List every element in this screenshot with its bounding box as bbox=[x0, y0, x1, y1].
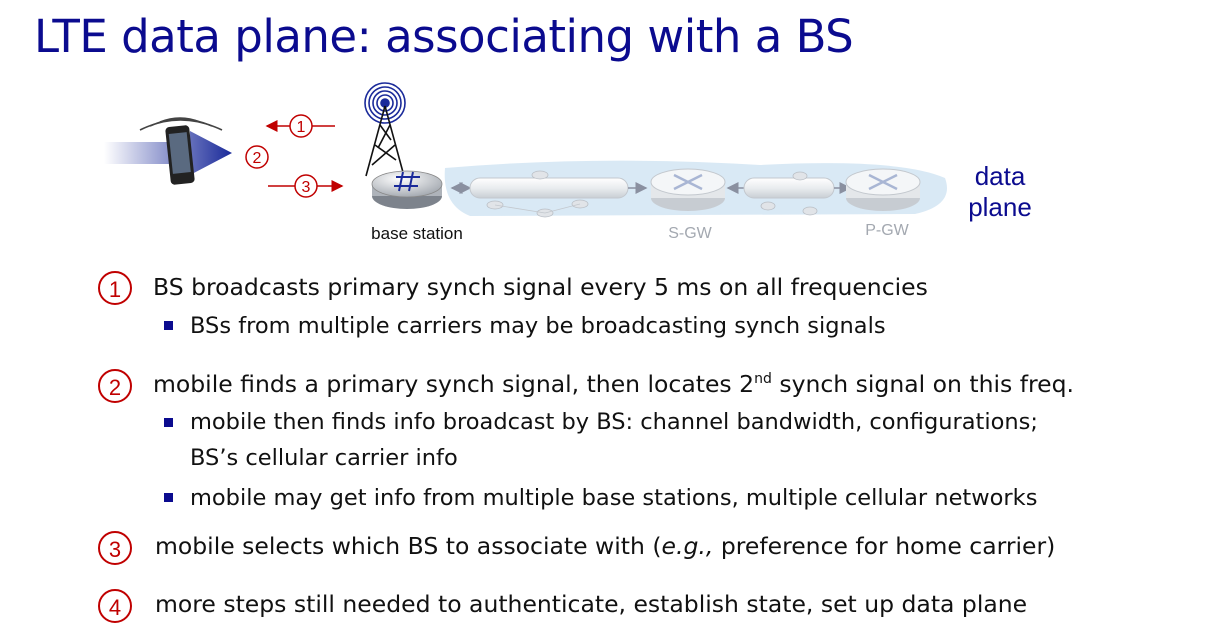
step-3-arrow bbox=[268, 175, 342, 197]
step-2-text bbox=[153, 370, 1074, 398]
step-2-sub-1-continued: BS’s cellular carrier info bbox=[190, 445, 458, 471]
bullet-icon bbox=[164, 493, 173, 502]
slide-title: LTE data plane: associating with a BS bbox=[34, 10, 854, 63]
step-1-text: BS broadcasts primary synch signal every 5 ms on all frequencies bbox=[153, 273, 928, 301]
diagram-step-3: 3 bbox=[301, 179, 311, 196]
step-2-sub-2: mobile may get info from multiple base stations, multiple cellular networks bbox=[190, 485, 1038, 511]
step-2-text-after: synch signal on this freq. bbox=[771, 370, 1074, 398]
step-2-text-sup: nd bbox=[754, 371, 772, 388]
lte-diagram bbox=[0, 80, 1210, 250]
pgw-label: P-GW bbox=[865, 222, 909, 239]
step-1-arrow bbox=[267, 115, 335, 137]
antenna-tower-icon bbox=[365, 83, 405, 176]
pgw-router-icon bbox=[846, 169, 920, 211]
step-4-number: 4 bbox=[98, 589, 132, 623]
sgw-router-icon bbox=[651, 169, 725, 211]
data-plane-label-line1: data bbox=[974, 161, 1026, 191]
diagram-step-2: 2 bbox=[252, 150, 262, 167]
diagram-step-1: 1 bbox=[296, 119, 306, 136]
bullet-icon bbox=[164, 418, 173, 427]
step-2-number: 2 bbox=[98, 369, 132, 403]
bullet-icon bbox=[164, 321, 173, 330]
step-2-text-before: mobile finds a primary synch signal, then locates 2 bbox=[153, 370, 755, 398]
step-1-number: 1 bbox=[98, 271, 132, 305]
step-3-text bbox=[155, 532, 1055, 560]
step-3-text-italic: e.g., bbox=[661, 532, 714, 560]
step-4-text: more steps still needed to authenticate, establish state, set up data plane bbox=[155, 590, 1028, 618]
step-2-sub-1: mobile then finds info broadcast by BS: channel bandwidth, configurations; bbox=[190, 409, 1038, 435]
step-1-sub-1: BSs from multiple carriers may be broadcasting synch signals bbox=[190, 313, 886, 339]
mobile-phone-icon bbox=[104, 118, 232, 185]
data-plane-label-line2: plane bbox=[968, 192, 1032, 222]
step-3-text-before: mobile selects which BS to associate with ( bbox=[155, 532, 662, 560]
step-3-text-after: preference for home carrier) bbox=[713, 532, 1056, 560]
base-station-label: base station bbox=[371, 224, 463, 243]
step-2-label bbox=[246, 146, 268, 168]
sgw-label: S-GW bbox=[668, 225, 712, 242]
base-station-icon bbox=[372, 171, 442, 209]
step-3-number: 3 bbox=[98, 531, 132, 565]
